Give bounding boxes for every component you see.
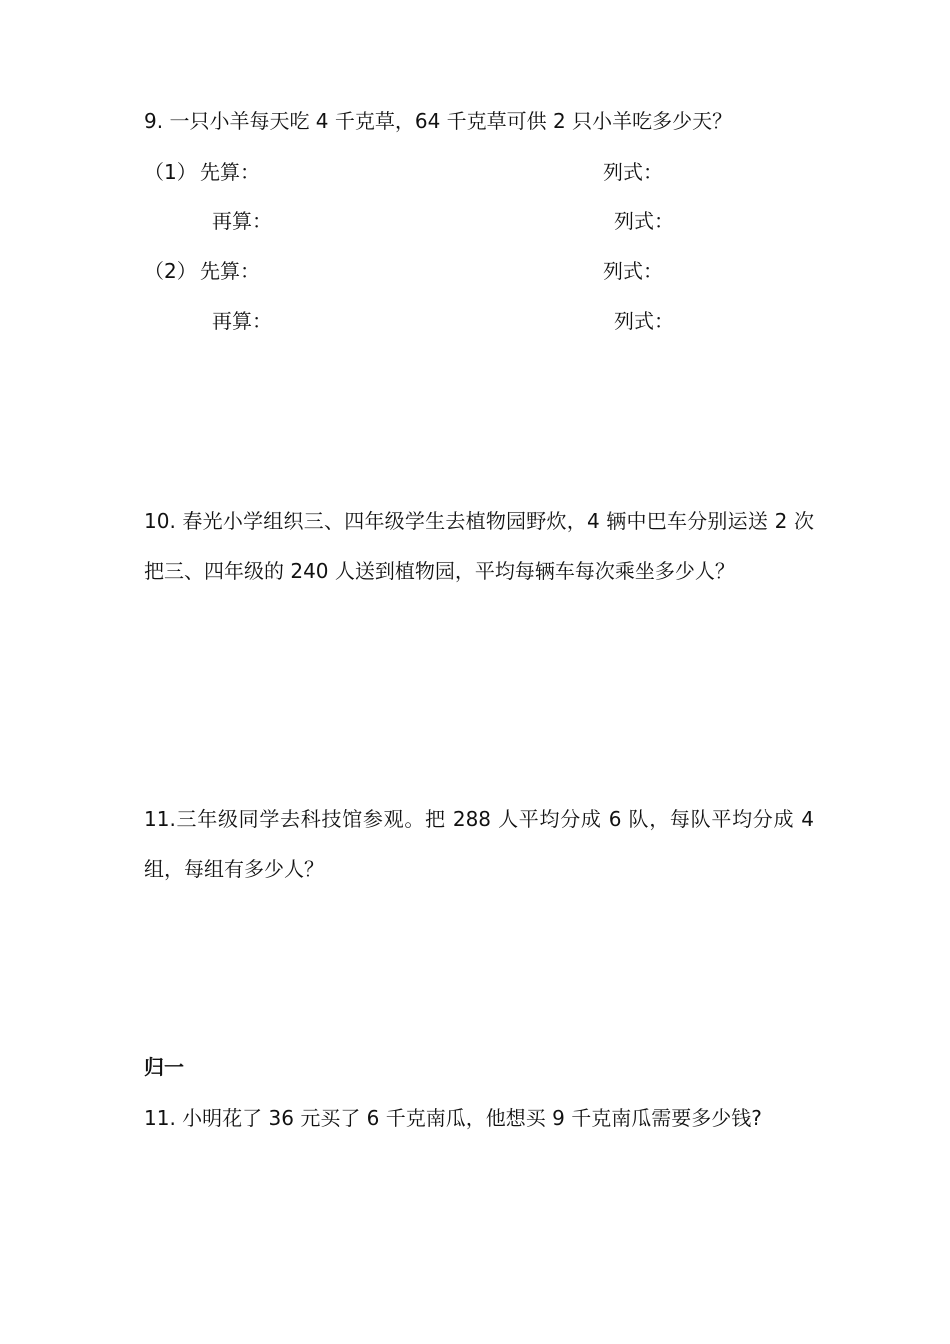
- q9-part1-then-label: 再算：: [212, 209, 272, 233]
- section-title: 归一: [144, 1055, 184, 1079]
- q9-part1-label: （1）: [144, 160, 197, 184]
- q9-part1-first-formula-label: 列式：: [603, 160, 663, 184]
- q9-part2-then-label: 再算：: [212, 309, 272, 333]
- question-10: 10. 春光小学组织三、四年级学生去植物园野炊，4 辆中巴车分别运送 2 次把三、四年级的 240 人送到植物园，平均每辆车每次乘坐多少人？: [144, 509, 814, 583]
- q9-part2-label: （2）: [144, 259, 197, 283]
- q9-part2-first-formula-label: 列式：: [603, 259, 663, 283]
- q9-part2-first-label: 先算：: [200, 259, 260, 283]
- q9-part1-first-label: 先算：: [200, 160, 260, 184]
- q9-part2-then-formula-label: 列式：: [614, 309, 674, 333]
- question-11: 11.三年级同学去科技馆参观。把 288 人平均分成 6 队，每队平均分成 4 组，每组有多少人？: [144, 807, 814, 881]
- question-11-unit-rate: 11. 小明花了 36 元买了 6 千克南瓜，他想买 9 千克南瓜需要多少钱?: [144, 1106, 762, 1130]
- question-9: 9. 一只小羊每天吃 4 千克草，64 千克草可供 2 只小羊吃多少天？: [144, 109, 733, 133]
- q9-part1-then-formula-label: 列式：: [614, 209, 674, 233]
